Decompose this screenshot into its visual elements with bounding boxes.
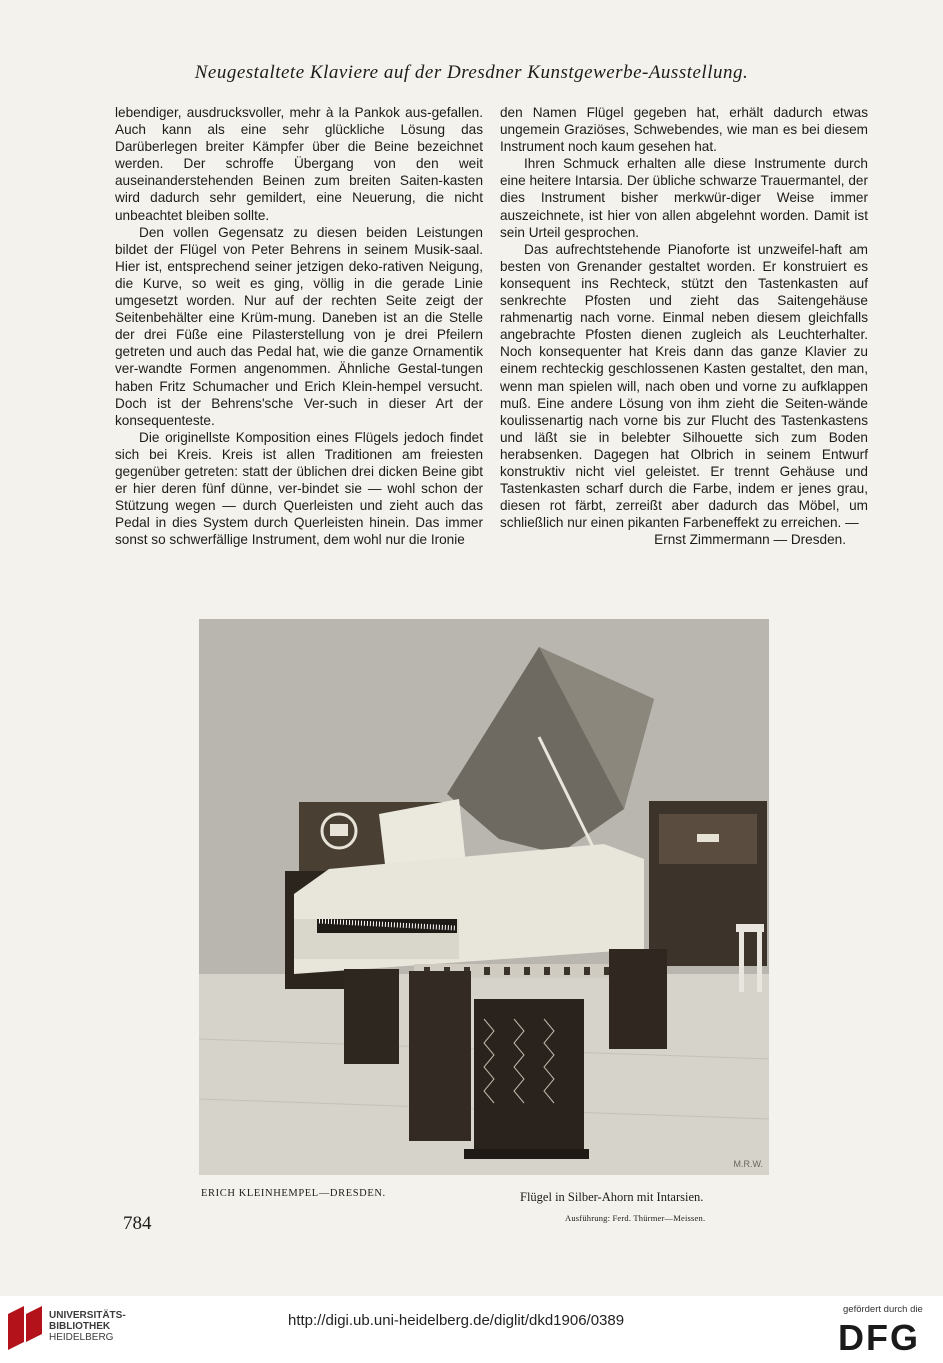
- digitization-footer: [0, 1296, 943, 1363]
- paragraph: lebendiger, ausdrucksvoller, mehr à la Pankok aus-gefallen. Auch kann als eine sehr glückliche Lösung das Darüberlegen breiter Kämpfer über die Beine bezeichnet werden. Der schroffe Übergang von den weit auseinanderstehenden Beinen zum breiten Saiten-kasten wird dadurch sehr gemildert, eine Neuerung, die nicht unbeachtet bleiben sollte.: [115, 105, 483, 223]
- permalink-url[interactable]: http://digi.ub.uni-heidelberg.de/diglit/dkd1906/0389: [288, 1312, 625, 1329]
- paragraph: den Namen Flügel gegeben hat, erhält dadurch etwas ungemein Graziöses, Schwebendes, wie man es bei diesem Instrument noch kaum gesehen hat.: [500, 105, 868, 155]
- author-signature: Ernst Zimmermann — Dresden.: [654, 532, 846, 548]
- figure-credit: ERICH KLEINHEMPEL—DRESDEN.: [201, 1188, 386, 1199]
- university-library-logo-icon: [8, 1306, 44, 1350]
- right-text-column: [500, 104, 868, 548]
- dfg-logo[interactable]: DFG: [838, 1317, 920, 1358]
- figure-manufacturer: Ausführung: Ferd. Thürmer—Meissen.: [565, 1213, 706, 1223]
- paragraph: Das aufrechtstehende Pianoforte ist unzweifel-haft am besten von Grenander gestaltet worden. Er konstruiert es konsequent ins Rechteck, stützt den Tastenkasten auf senkrechte Pfosten und zieht das Saitengehäuse rahmenartig nach vorne. Einmal neben diesem gleichfalls angebrachte Pfosten dienen zugleich als Leuchterhalter. Noch konsequenter hat Kreis dann das ganze Klavier zu einem rechteckig geschlossenen Kasten gestaltet, den man, wenn man spielen will, nach oben und vorne zu aufklappen muß. Eine andere Lösung von ihm zieht die Seiten-wände koulissenartig nach vorne bis zur Flucht des Tastenkastens und läßt sie in belebter Silhouette sich zum Boden herabsenken. Dagegen hat Olbrich in seinem Entwurf konstruktiv nicht viel geleistet. Er trennt Gehäuse und Tastenkasten scharf durch die Farbe, indem er jenes grau, diesen rot färbt, zerreißt aber dadurch das Möbel, um schließlich nur einen pikanten Farbeneffekt zu erreichen. —: [500, 241, 868, 531]
- page-number: 784: [123, 1213, 152, 1234]
- figure-caption: Flügel in Silber-Ahorn mit Intarsien.: [520, 1190, 704, 1204]
- piano-photograph: [199, 619, 769, 1175]
- paragraph: Den vollen Gegensatz zu diesen beiden Leistungen bildet der Flügel von Peter Behrens in seinem Musik-saal. Hier ist, entsprechend seiner jetzigen deko-rativen Neigung, die Kurve, so weit es ging, völlig in die gerade Linie umgesetzt worden. Nur auf der rechten Seite zeigt der Seitenbehälter eine Krüm-mung. Daneben ist an die Stelle der drei Füße eine Pilasterstellung von je drei Pfeilern getreten und auch das Pedal hat, wie die ganze Ornamentik ver-wandte Formen angenommen. Ähnliche Gestal-tungen haben Fritz Schumacher und Erich Klein-hempel versucht. Doch ist der Behrens'sche Ver-such in dieser Art der konsequenteste.: [115, 224, 483, 428]
- funded-by-label: gefördert durch die: [843, 1304, 923, 1315]
- running-title: Neugestaltete Klaviere auf der Dresdner Kunstgewerbe-Ausstellung.: [194, 62, 749, 83]
- photo-monogram: M.R.W.: [733, 1159, 763, 1169]
- library-name[interactable]: UNIVERSITÄTS- BIBLIOTHEK HEIDELBERG: [49, 1310, 126, 1343]
- grand-piano-illustration: [199, 619, 769, 1175]
- paragraph: Die originellste Komposition eines Flügels jedoch findet sich bei Kreis. Kreis ist allen Traditionen am freiesten gegenüber getreten: statt der üblichen drei dicken Beine gibt er hier deren fünf dünne, ver-bindet sie — wohl schon der Stützung wegen — durch Querleisten und zieht auch das Pedal in dies System durch Querleisten hinein. Das immer sonst so schwerfällige Instrument, dem wohl nur die Ironie: [115, 429, 483, 548]
- paragraph: Ihren Schmuck erhalten alle diese Instrumente durch eine heitere Intarsia. Der übliche schwarze Trauermantel, der dies Instrument bisher merkwür-diger Weise immer auszeichnete, ist hier von allen abgelehnt worden. Damit ist sein Urteil gesprochen.: [500, 156, 868, 240]
- left-text-column: [115, 104, 483, 548]
